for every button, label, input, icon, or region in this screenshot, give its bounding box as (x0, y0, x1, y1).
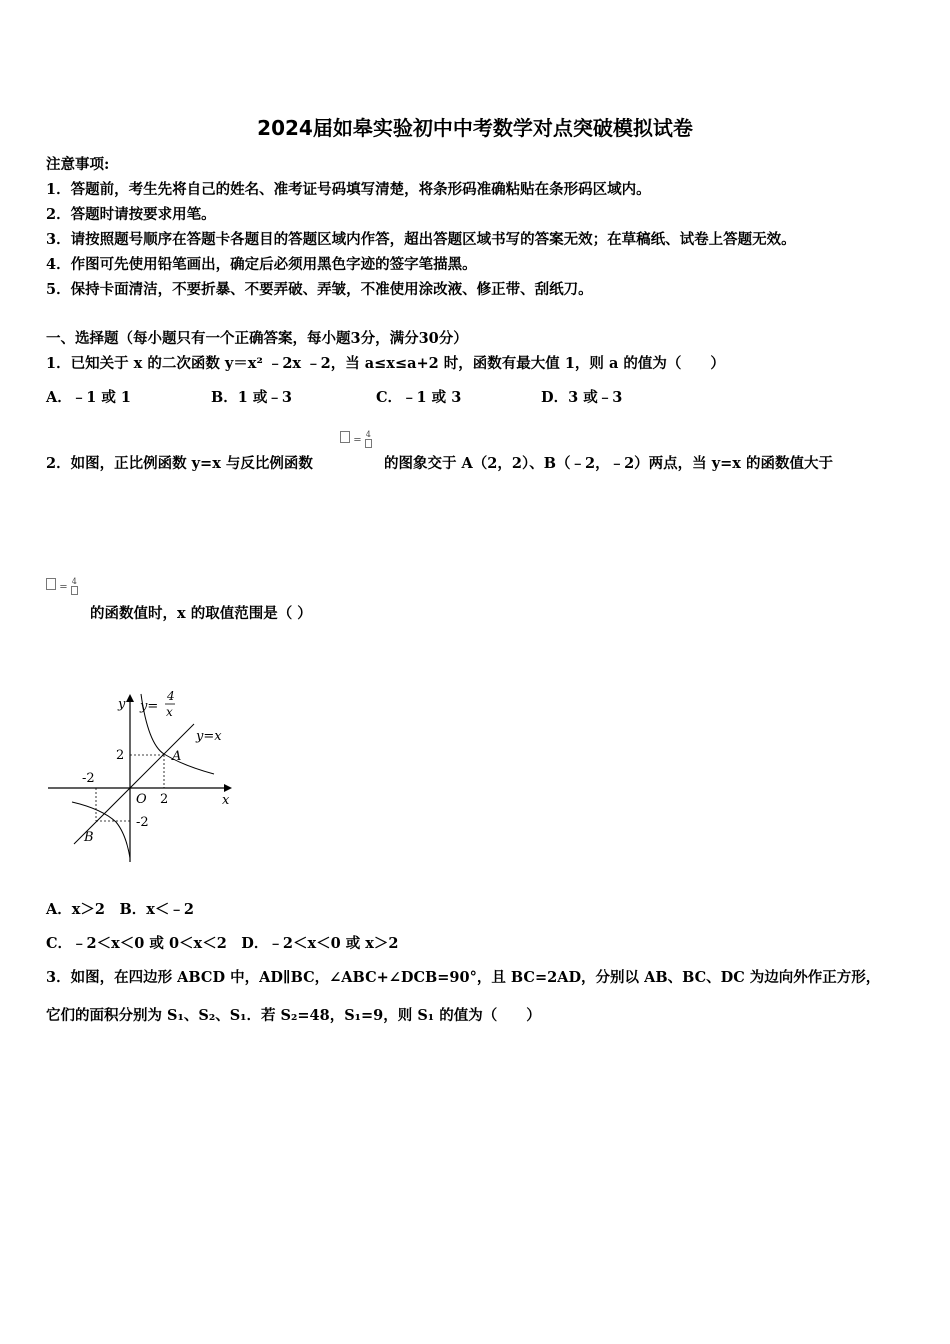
q2-function-graph (44, 684, 244, 864)
q2-inline-fraction-2 (46, 578, 78, 597)
question-2-stem-part2: 的图象交于 A（2，2）、B（﹣2，﹣2）两点，当 y=x 的函数值大于 (384, 455, 833, 472)
point-b-label: B (84, 830, 94, 845)
fraction-numerator: 4 (365, 430, 371, 439)
y-axis-label: y (118, 697, 126, 712)
equals-sign: = (353, 435, 362, 446)
origin-label: O (136, 792, 147, 807)
placeholder-glyph (71, 586, 78, 595)
equals-sign: = (59, 582, 68, 593)
point-a-label: A (172, 749, 182, 764)
notice-heading: 注意事项: (46, 156, 110, 173)
question-1-stem: 1．已知关于 x 的二次函数 y＝x² ﹣2x ﹣2，当 a≤x≤a+2 时，函数有最大值 1，则 a 的值为（ ） (46, 355, 725, 372)
notice-item: 5．保持卡面清洁，不要折暴、不要弄破、弄皱，不准使用涂改液、修正带、刮纸刀。 (46, 281, 593, 298)
q1-option-d: D．3 或﹣3 (541, 389, 623, 406)
x-axis-arrow (224, 784, 232, 792)
fraction-numerator: 4 (71, 577, 77, 586)
tick-y-neg-2: -2 (136, 815, 149, 830)
tick-y-2: 2 (116, 748, 125, 763)
notice-item: 4．作图可先使用铅笔画出，确定后必须用黑色字迹的签字笔描黑。 (46, 256, 477, 273)
question-2-stem-part3: 的函数值时，x 的取值范围是（ ） (90, 605, 312, 622)
tick-x-neg-2: -2 (82, 771, 95, 786)
q1-option-c: C．﹣1 或 3 (376, 389, 462, 406)
q1-option-b: B．1 或﹣3 (211, 389, 292, 406)
q2-inline-fraction-1 (340, 431, 372, 450)
q2-options-line-2: C．﹣2＜x＜0 或 0＜x＜2 D．﹣2＜x＜0 或 x＞2 (46, 935, 399, 952)
q1-option-a: A．﹣1 或 1 (46, 389, 132, 406)
section-heading: 一、选择题（每小题只有一个正确答案，每小题3分，满分30分） (46, 330, 468, 347)
hyperbola-branch-3 (72, 802, 130, 858)
notice-item: 2．答题时请按要求用笔。 (46, 206, 216, 223)
question-2-stem-part1: 2．如图，正比例函数 y=x 与反比例函数 (46, 455, 313, 472)
curve-label-numerator: 4 (167, 689, 175, 703)
notice-item: 1．答题前，考生先将自己的姓名、准考证号码填写清楚，将条形码准确粘贴在条形码区域内。 (46, 181, 651, 198)
curve-label-denominator: x (166, 705, 173, 719)
placeholder-glyph (365, 439, 372, 448)
page-title: 2024届如皋实验初中中考数学对点突破模拟试卷 (257, 116, 693, 140)
q2-options-line-1: A．x＞2 B．x＜﹣2 (46, 901, 194, 918)
curve-label-prefix: y= (140, 699, 159, 714)
y-axis-arrow (126, 694, 134, 702)
question-3-stem-line-1: 3．如图，在四边形 ABCD 中，AD∥BC，∠ABC+∠DCB=90°，且 BC=2AD，分别以 AB、BC、DC 为边向外作正方形， (46, 969, 881, 986)
placeholder-glyph (46, 578, 56, 590)
placeholder-glyph (340, 431, 350, 443)
question-3-stem-line-2: 它们的面积分别为 S₁、S₂、S₁．若 S₂=48，S₁=9，则 S₁ 的值为（ ） (46, 1007, 541, 1024)
notice-item: 3．请按照题号顺序在答题卡各题目的答题区域内作答，超出答题区域书写的答案无效；在草稿纸、试卷上答题无效。 (46, 231, 796, 248)
x-axis-label: x (222, 793, 230, 808)
tick-x-2: 2 (160, 792, 169, 807)
line-label: y=x (196, 729, 222, 744)
